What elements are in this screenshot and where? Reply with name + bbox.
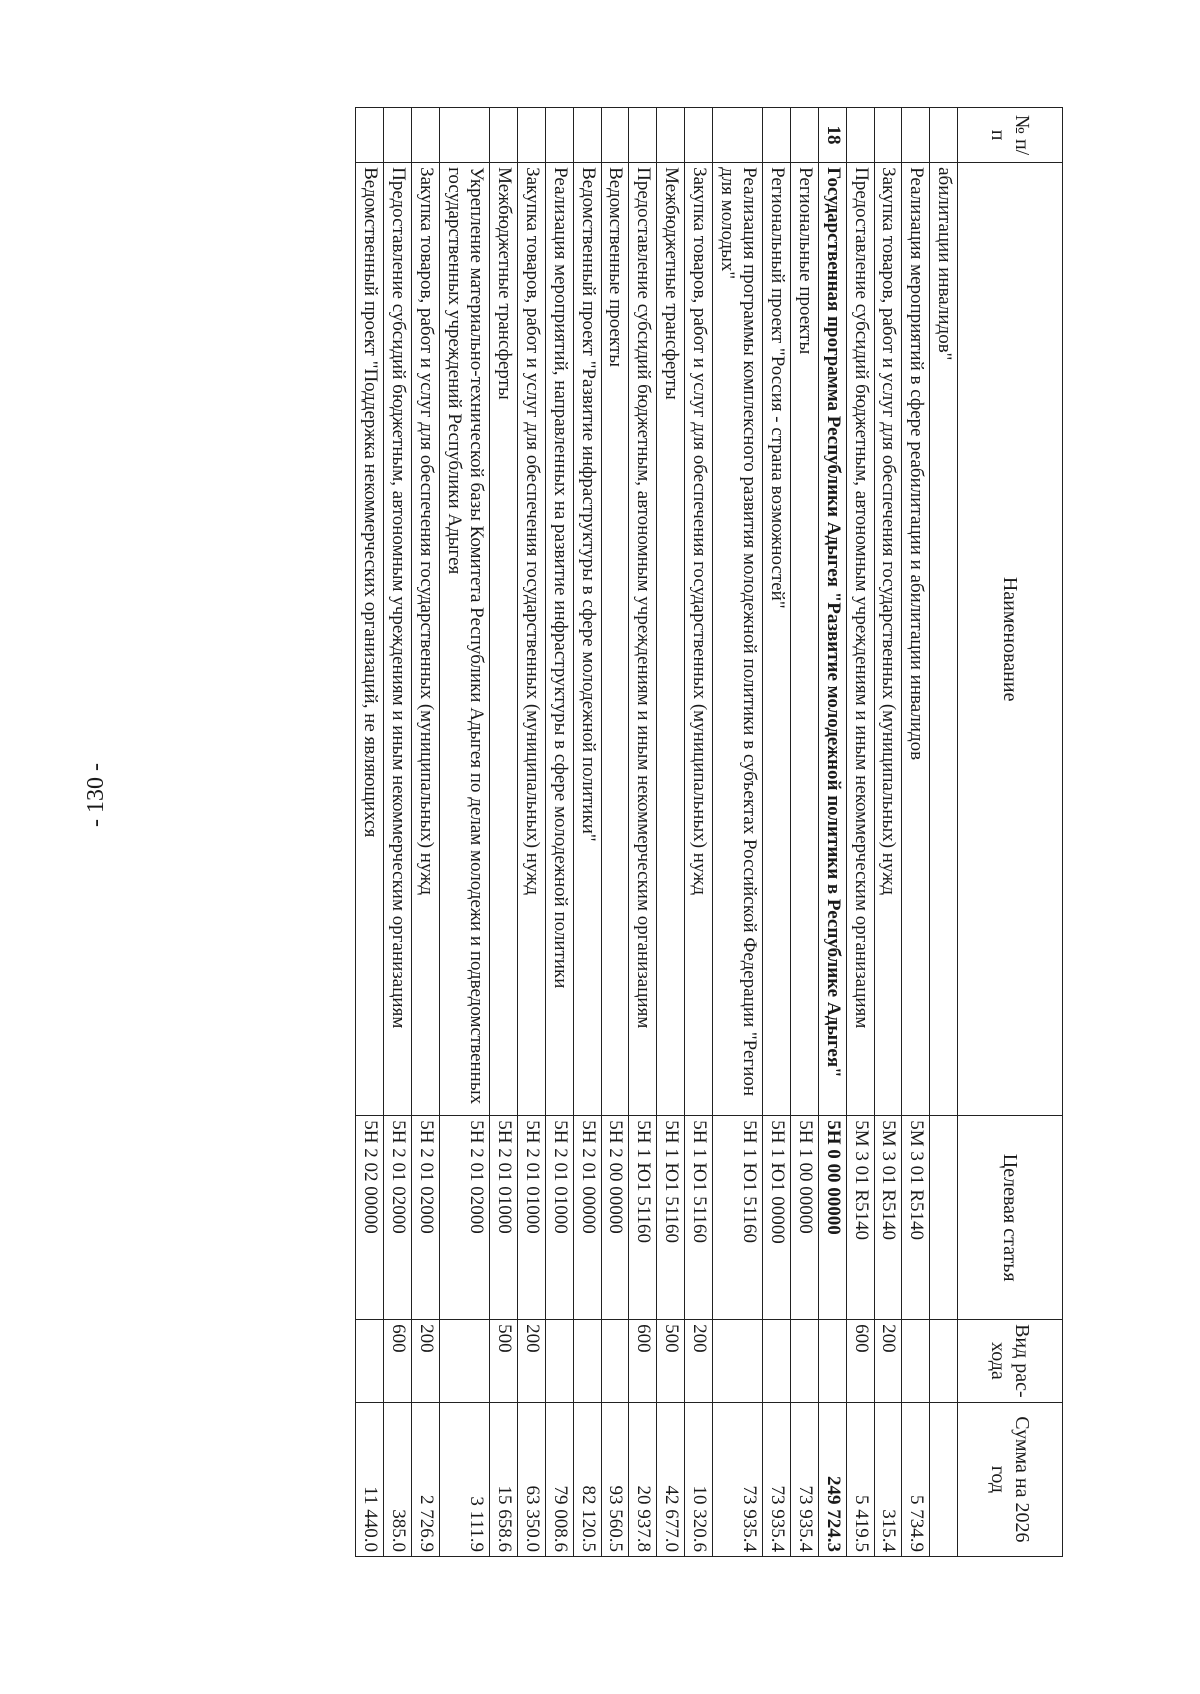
cell-number [685, 108, 713, 163]
table-row [439, 108, 490, 1557]
cell-sum: 93 560.5 [601, 1402, 629, 1556]
table-row [546, 108, 574, 1557]
cell-expense-type: 200 [518, 1320, 546, 1403]
cell-target-article: 5Н 1 Ю1 51160 [712, 1116, 763, 1320]
cell-number [874, 108, 902, 163]
cell-target-article: 5Н 1 Ю1 51160 [657, 1116, 685, 1320]
cell-sum: 73 935.4 [763, 1402, 791, 1556]
cell-name: Реализация мероприятий, направленных на развитие инфраструктуры в сфере молодежной политики [546, 163, 574, 1116]
cell-number [657, 108, 685, 163]
cell-name: Ведомственный проект "Поддержка некоммерческих организаций, не являющихся [356, 163, 384, 1116]
table-row [763, 108, 791, 1557]
cell-expense-type [573, 1320, 601, 1403]
cell-sum: 385.0 [384, 1402, 412, 1556]
cell-name: Региональный проект "Россия - страна возможностей" [763, 163, 791, 1116]
table-row [384, 108, 412, 1557]
cell-name: Государственная программа Республики Адыгея "Развитие молодежной политики в Республике Адыгея" [819, 163, 847, 1116]
table-row [685, 108, 713, 1557]
cell-sum: 79 008.6 [546, 1402, 574, 1556]
cell-number [384, 108, 412, 163]
cell-name: Предоставление субсидий бюджетным, автономным учреждениям и иным некоммерческим организациям [629, 163, 657, 1116]
header-expense-type: Вид рас- хода [958, 1320, 1063, 1403]
cell-sum: 82 120.5 [573, 1402, 601, 1556]
cell-number [712, 108, 763, 163]
table-row [412, 108, 440, 1557]
cell-name: абилитации инвалидов" [930, 163, 958, 1116]
cell-expense-type [546, 1320, 574, 1403]
cell-name: Региональные проекты [791, 163, 819, 1116]
table-row [490, 108, 518, 1557]
table-row [657, 108, 685, 1557]
cell-sum: 20 937.8 [629, 1402, 657, 1556]
cell-name: Закупка товаров, работ и услуг для обеспечения государственных (муниципальных) нужд [874, 163, 902, 1116]
cell-target-article: 5Н 2 01 02000 [439, 1116, 490, 1320]
cell-sum: 315.4 [874, 1402, 902, 1556]
cell-target-article: 5М 3 01 R5140 [874, 1116, 902, 1320]
cell-sum: 73 935.4 [712, 1402, 763, 1556]
header-name: Наименование [958, 163, 1063, 1116]
cell-target-article: 5Н 1 Ю1 00000 [763, 1116, 791, 1320]
cell-target-article: 5Н 2 00 00000 [601, 1116, 629, 1320]
cell-number [902, 108, 930, 163]
page-number: - 130 - [83, 763, 109, 827]
cell-target-article [930, 1116, 958, 1320]
cell-expense-type: 600 [384, 1320, 412, 1403]
cell-target-article: 5Н 2 01 01000 [490, 1116, 518, 1320]
budget-table-container [136, 107, 1063, 1557]
cell-name: Предоставление субсидий бюджетным, автономным учреждениям и иным некоммерческим организациям [846, 163, 874, 1116]
table-row [573, 108, 601, 1557]
cell-name: Ведомственные проекты [601, 163, 629, 1116]
cell-name: Предоставление субсидий бюджетным, автономным учреждениям и иным некоммерческим организациям [384, 163, 412, 1116]
cell-expense-type [439, 1320, 490, 1403]
table-row [819, 108, 847, 1557]
cell-expense-type [791, 1320, 819, 1403]
cell-number [930, 108, 958, 163]
cell-expense-type: 500 [490, 1320, 518, 1403]
cell-sum: 5 734.9 [902, 1402, 930, 1556]
cell-number [629, 108, 657, 163]
cell-target-article: 5Н 0 00 00000 [819, 1116, 847, 1320]
cell-name: Межбюджетные трансферты [490, 163, 518, 1116]
table-row [518, 108, 546, 1557]
cell-target-article: 5Н 2 01 00000 [573, 1116, 601, 1320]
table-row [846, 108, 874, 1557]
cell-target-article: 5Н 2 02 00000 [356, 1116, 384, 1320]
cell-number [601, 108, 629, 163]
table-row [930, 108, 958, 1557]
cell-expense-type [930, 1320, 958, 1403]
cell-expense-type [902, 1320, 930, 1403]
cell-expense-type [712, 1320, 763, 1403]
cell-target-article: 5Н 1 Ю1 51160 [685, 1116, 713, 1320]
cell-sum [930, 1402, 958, 1556]
cell-expense-type [763, 1320, 791, 1403]
cell-number [546, 108, 574, 163]
table-row [629, 108, 657, 1557]
cell-sum: 63 350.0 [518, 1402, 546, 1556]
cell-number: 18 [819, 108, 847, 163]
cell-name: Реализация мероприятий в сфере реабилитации и абилитации инвалидов [902, 163, 930, 1116]
cell-sum: 2 726.9 [412, 1402, 440, 1556]
table-row [712, 108, 763, 1557]
cell-sum: 5 419.5 [846, 1402, 874, 1556]
cell-expense-type: 600 [629, 1320, 657, 1403]
cell-expense-type: 200 [412, 1320, 440, 1403]
cell-name: Реализация программы комплексного развития молодежной политики в субъектах Российской Федерации "Регион для молодых" [712, 163, 763, 1116]
cell-target-article: 5Н 1 00 00000 [791, 1116, 819, 1320]
cell-name: Закупка товаров, работ и услуг для обеспечения государственных (муниципальных) нужд [685, 163, 713, 1116]
cell-expense-type: 500 [657, 1320, 685, 1403]
cell-name: Укрепление материально-технической базы Комитета Республики Адыгея по делам молодежи и подведомственных государственных учреждений Республики Адыгея [439, 163, 490, 1116]
cell-expense-type: 600 [846, 1320, 874, 1403]
cell-sum: 42 677.0 [657, 1402, 685, 1556]
cell-number [763, 108, 791, 163]
table-row [356, 108, 384, 1557]
cell-sum: 73 935.4 [791, 1402, 819, 1556]
cell-sum: 249 724.3 [819, 1402, 847, 1556]
cell-number [518, 108, 546, 163]
cell-number [412, 108, 440, 163]
cell-number [439, 108, 490, 163]
cell-target-article: 5Н 2 01 02000 [384, 1116, 412, 1320]
cell-target-article: 5Н 1 Ю1 51160 [629, 1116, 657, 1320]
cell-target-article: 5М 3 01 R5140 [902, 1116, 930, 1320]
table-row [791, 108, 819, 1557]
cell-name: Межбюджетные трансферты [657, 163, 685, 1116]
cell-name: Закупка товаров, работ и услуг для обеспечения государственных (муниципальных) нужд [412, 163, 440, 1116]
cell-number [791, 108, 819, 163]
cell-sum: 15 658.6 [490, 1402, 518, 1556]
budget-table [355, 107, 1063, 1557]
cell-number [846, 108, 874, 163]
cell-target-article: 5Н 2 01 02000 [412, 1116, 440, 1320]
cell-target-article: 5Н 2 01 01000 [518, 1116, 546, 1320]
cell-number [573, 108, 601, 163]
cell-sum: 3 111.9 [439, 1402, 490, 1556]
table-row [601, 108, 629, 1557]
cell-expense-type [819, 1320, 847, 1403]
table-row [902, 108, 930, 1557]
cell-expense-type: 200 [685, 1320, 713, 1403]
cell-expense-type [601, 1320, 629, 1403]
cell-name: Ведомственный проект "Развитие инфраструктуры в сфере молодежной политики" [573, 163, 601, 1116]
cell-sum: 11 440.0 [356, 1402, 384, 1556]
cell-target-article: 5Н 2 01 01000 [546, 1116, 574, 1320]
table-header-row [958, 108, 1063, 1557]
cell-number [490, 108, 518, 163]
header-number: № п/п [958, 108, 1063, 163]
cell-number [356, 108, 384, 163]
cell-expense-type [356, 1320, 384, 1403]
cell-expense-type: 200 [874, 1320, 902, 1403]
header-target-article: Целевая статья [958, 1116, 1063, 1320]
cell-target-article: 5М 3 01 R5140 [846, 1116, 874, 1320]
table-row [874, 108, 902, 1557]
header-sum-2026: Сумма на 2026 год [958, 1402, 1063, 1556]
cell-name: Закупка товаров, работ и услуг для обеспечения государственных (муниципальных) нужд [518, 163, 546, 1116]
cell-sum: 10 320.6 [685, 1402, 713, 1556]
